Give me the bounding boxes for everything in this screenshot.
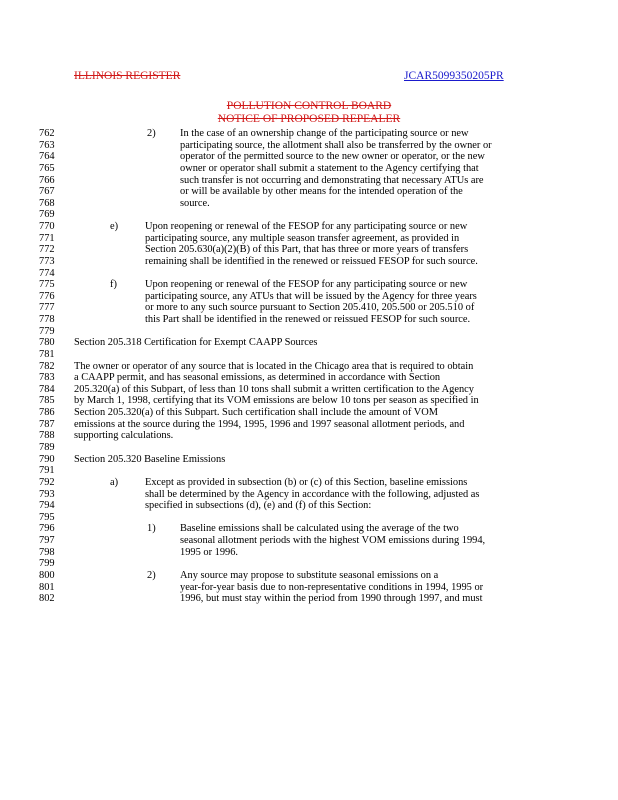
line-number: 792 bbox=[39, 476, 55, 488]
line-number: 800 bbox=[39, 569, 55, 581]
line-text: Upon reopening or renewal of the FESOP for any participating source or new bbox=[145, 279, 468, 291]
line-number: 791 bbox=[39, 465, 55, 477]
line-text: a CAAPP permit, and has seasonal emissions, as determined in accordance with Section bbox=[74, 372, 441, 384]
line-text: source. bbox=[180, 197, 210, 209]
line-text: 205.320(a) of this Subpart, of less than 10 tons shall submit a written certification to the Agency bbox=[74, 383, 474, 395]
paragraph-label: e) bbox=[110, 221, 119, 233]
paragraph-label: a) bbox=[110, 476, 119, 488]
line-number: 776 bbox=[39, 290, 55, 302]
line-number: 778 bbox=[39, 314, 55, 326]
line-number: 762 bbox=[39, 128, 55, 139]
line-number: 766 bbox=[39, 174, 55, 186]
line-text: 1995 or 1996. bbox=[180, 546, 239, 558]
line-text: Baseline emissions shall be calculated using the average of the two bbox=[180, 523, 459, 535]
line-text: or will be available by other means for the intended operation of the bbox=[180, 186, 463, 198]
line-text: or more to any such source pursuant to Section 205.410, 205.500 or 205.510 of bbox=[145, 302, 475, 314]
line-text: The owner or operator of any source that is located in the Chicago area that is required to obtain bbox=[74, 360, 474, 372]
line-number: 789 bbox=[39, 442, 55, 453]
line-number: 794 bbox=[39, 500, 55, 512]
line-number: 801 bbox=[39, 581, 55, 593]
line-number: 786 bbox=[39, 407, 55, 419]
line-text: this Part shall be identified in the renewed or reissued FESOP for such source. bbox=[145, 314, 471, 326]
line-number: 788 bbox=[39, 430, 55, 442]
line-text: participating source, any multiple season transfer agreement, as provided in bbox=[145, 232, 460, 244]
line-text: participating source, any ATUs that will be issued by the Agency for three years bbox=[145, 290, 477, 302]
line-number: 770 bbox=[39, 221, 55, 233]
section-heading: Section 205.630(a)(2)(B) of this Part, that has three or more years of transfers bbox=[145, 244, 469, 256]
line-number: 781 bbox=[39, 348, 55, 360]
line-text: Any source may propose to substitute seasonal emissions on a bbox=[180, 569, 439, 581]
line-text: Except as provided in subsection (b) or (c) of this Section, baseline emissions bbox=[145, 476, 468, 488]
line-number: 773 bbox=[39, 255, 55, 267]
line-number: 767 bbox=[39, 186, 55, 198]
paragraph-label: 2) bbox=[147, 569, 156, 581]
line-text: owner or operator shall submit a statement to the Agency certifying that bbox=[180, 162, 479, 174]
line-number: 802 bbox=[39, 593, 55, 605]
line-number: 769 bbox=[39, 209, 55, 221]
line-number: 793 bbox=[39, 488, 55, 500]
line-text: such transfer is not occurring and demonstrating that necessary ATUs are bbox=[180, 174, 484, 186]
line-number: 790 bbox=[39, 453, 55, 465]
line-number: 775 bbox=[39, 279, 55, 291]
paragraph-label: 2) bbox=[147, 128, 156, 139]
line-text: seasonal allotment periods with the highest VOM emissions during 1994, bbox=[180, 535, 486, 547]
line-number: 799 bbox=[39, 558, 55, 570]
line-number: 764 bbox=[39, 151, 55, 163]
line-text: 1996, but must stay within the period from 1990 through 1997, and must bbox=[180, 593, 483, 605]
line-text: emissions at the source during the 1994, 1995, 1996 and 1997 seasonal allotment periods, and bbox=[74, 418, 465, 430]
line-number: 774 bbox=[39, 267, 55, 279]
line-number: 785 bbox=[39, 395, 55, 407]
line-number: 798 bbox=[39, 546, 55, 558]
line-number: 783 bbox=[39, 372, 55, 384]
line-text: remaining shall be identified in the renewed or reissued FESOP for such source. bbox=[145, 255, 478, 267]
line-text: year-for-year basis due to non-representative conditions in 1994, 1995 or bbox=[180, 581, 484, 593]
line-text: specified in subsections (d), (e) and (f) of this Section: bbox=[145, 500, 372, 512]
line-number: 763 bbox=[39, 139, 55, 151]
line-text: by March 1, 1998, certifying that its VOM emissions are below 10 tons per season as specified in bbox=[74, 395, 479, 407]
header-right: JCAR5099350205PR bbox=[404, 70, 504, 82]
header-left: ILLINOIS REGISTER bbox=[74, 70, 181, 82]
line-number: 795 bbox=[39, 511, 55, 523]
line-number: 771 bbox=[39, 232, 55, 244]
line-number: 782 bbox=[39, 360, 55, 372]
line-number: 796 bbox=[39, 523, 55, 535]
line-number: 784 bbox=[39, 383, 55, 395]
paragraph-label: f) bbox=[110, 279, 117, 291]
board-title: POLLUTION CONTROL BOARD bbox=[226, 100, 392, 112]
line-number: 765 bbox=[39, 162, 55, 174]
line-number: 780 bbox=[39, 337, 55, 349]
line-text: In the case of an ownership change of the participating source or new bbox=[180, 128, 469, 139]
line-number: 772 bbox=[39, 244, 55, 256]
line-text: shall be determined by the Agency in accordance with the following, adjusted as bbox=[145, 488, 480, 500]
notice-title: NOTICE OF PROPOSED REPEALER bbox=[217, 113, 401, 125]
line-text: operator of the permitted source to the new owner or operator, or the new bbox=[180, 151, 485, 163]
section-heading: Section 205.320 Baseline Emissions bbox=[74, 453, 226, 465]
line-text: participating source, the allotment shall also be transferred by the owner or bbox=[180, 139, 492, 151]
line-number: 779 bbox=[39, 325, 55, 337]
line-number: 777 bbox=[39, 302, 55, 314]
paragraph-label: 1) bbox=[147, 523, 156, 535]
line-number: 797 bbox=[39, 535, 55, 547]
line-text: supporting calculations. bbox=[74, 430, 174, 442]
section-heading: Section 205.320(a) of this Subpart. Such certification shall include the amount of VOM bbox=[74, 407, 438, 419]
section-heading: Section 205.318 Certification for Exempt CAAPP Sources bbox=[74, 337, 318, 349]
line-number: 787 bbox=[39, 418, 55, 430]
line-number: 768 bbox=[39, 197, 55, 209]
line-text: Upon reopening or renewal of the FESOP for any participating source or new bbox=[145, 221, 468, 233]
